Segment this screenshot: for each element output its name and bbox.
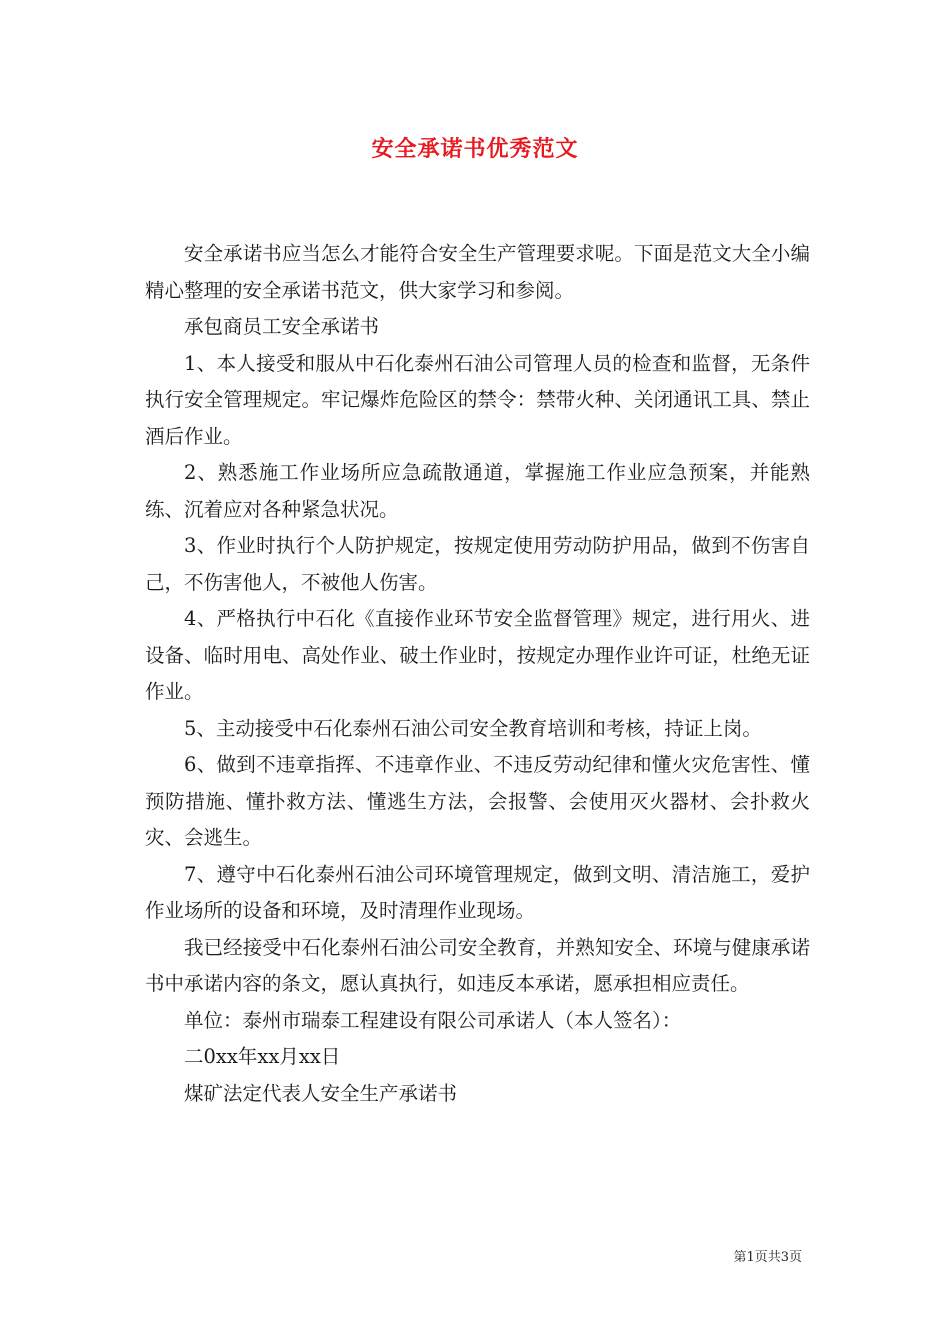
document-title: 安全承诺书优秀范文 [371, 136, 579, 162]
page-number-footer: 第1页共3页 [733, 1250, 802, 1265]
paragraph-item-5: 5、主动接受中石化泰州石油公司安全教育培训和考核，持证上岗。 [184, 716, 762, 740]
paragraph-subtitle: 承包商员工安全承诺书 [184, 315, 380, 338]
paragraph-item-2: 2、熟悉施工作业场所应急疏散通道，掌握施工作业应急预案，并能熟练、沉着应对各种紧急状况。 [145, 461, 810, 521]
paragraph-item-7: 7、遵守中石化泰州石油公司环境管理规定，做到文明、清洁施工，爱护作业场所的设备和环境，及时清理作业现场。 [145, 862, 810, 922]
paragraph-declaration: 我已经接受中石化泰州石油公司安全教育，并熟知安全、环境与健康承诺书中承诺内容的条文，愿认真执行，如违反本承诺，愿承担相应责任。 [145, 935, 810, 995]
paragraph-next-heading: 煤矿法定代表人安全生产承诺书 [184, 1081, 458, 1105]
paragraph-item-3: 3、作业时执行个人防护规定，按规定使用劳动防护用品，做到不伤害自己，不伤害他人，不被他人伤害。 [145, 534, 810, 594]
paragraph-intro: 安全承诺书应当怎么才能符合安全生产管理要求呢。下面是范文大全小编精心整理的安全承诺书范文，供大家学习和参阅。 [145, 242, 810, 302]
paragraph-item-1: 1、本人接受和服从中石化泰州石油公司管理人员的检查和监督，无条件执行安全管理规定。牢记爆炸危险区的禁令：禁带火种、关闭通讯工具、禁止酒后作业。 [145, 351, 810, 448]
paragraph-date: 二0xx年xx月xx日 [184, 1045, 341, 1068]
document-body [145, 236, 810, 1112]
paragraph-signature-line: 单位：泰州市瑞泰工程建设有限公司承诺人（本人签名）： [184, 1008, 682, 1032]
paragraph-item-6: 6、做到不违章指挥、不违章作业、不违反劳动纪律和懂火灾危害性、懂预防措施、懂扑救方法、懂逃生方法，会报警、会使用灭火器材、会扑救火灾、会逃生。 [145, 753, 810, 849]
paragraph-item-4: 4、严格执行中石化《直接作业环节安全监督管理》规定，进行用火、进设备、临时用电、高处作业、破土作业时，按规定办理作业许可证，杜绝无证作业。 [145, 607, 810, 703]
